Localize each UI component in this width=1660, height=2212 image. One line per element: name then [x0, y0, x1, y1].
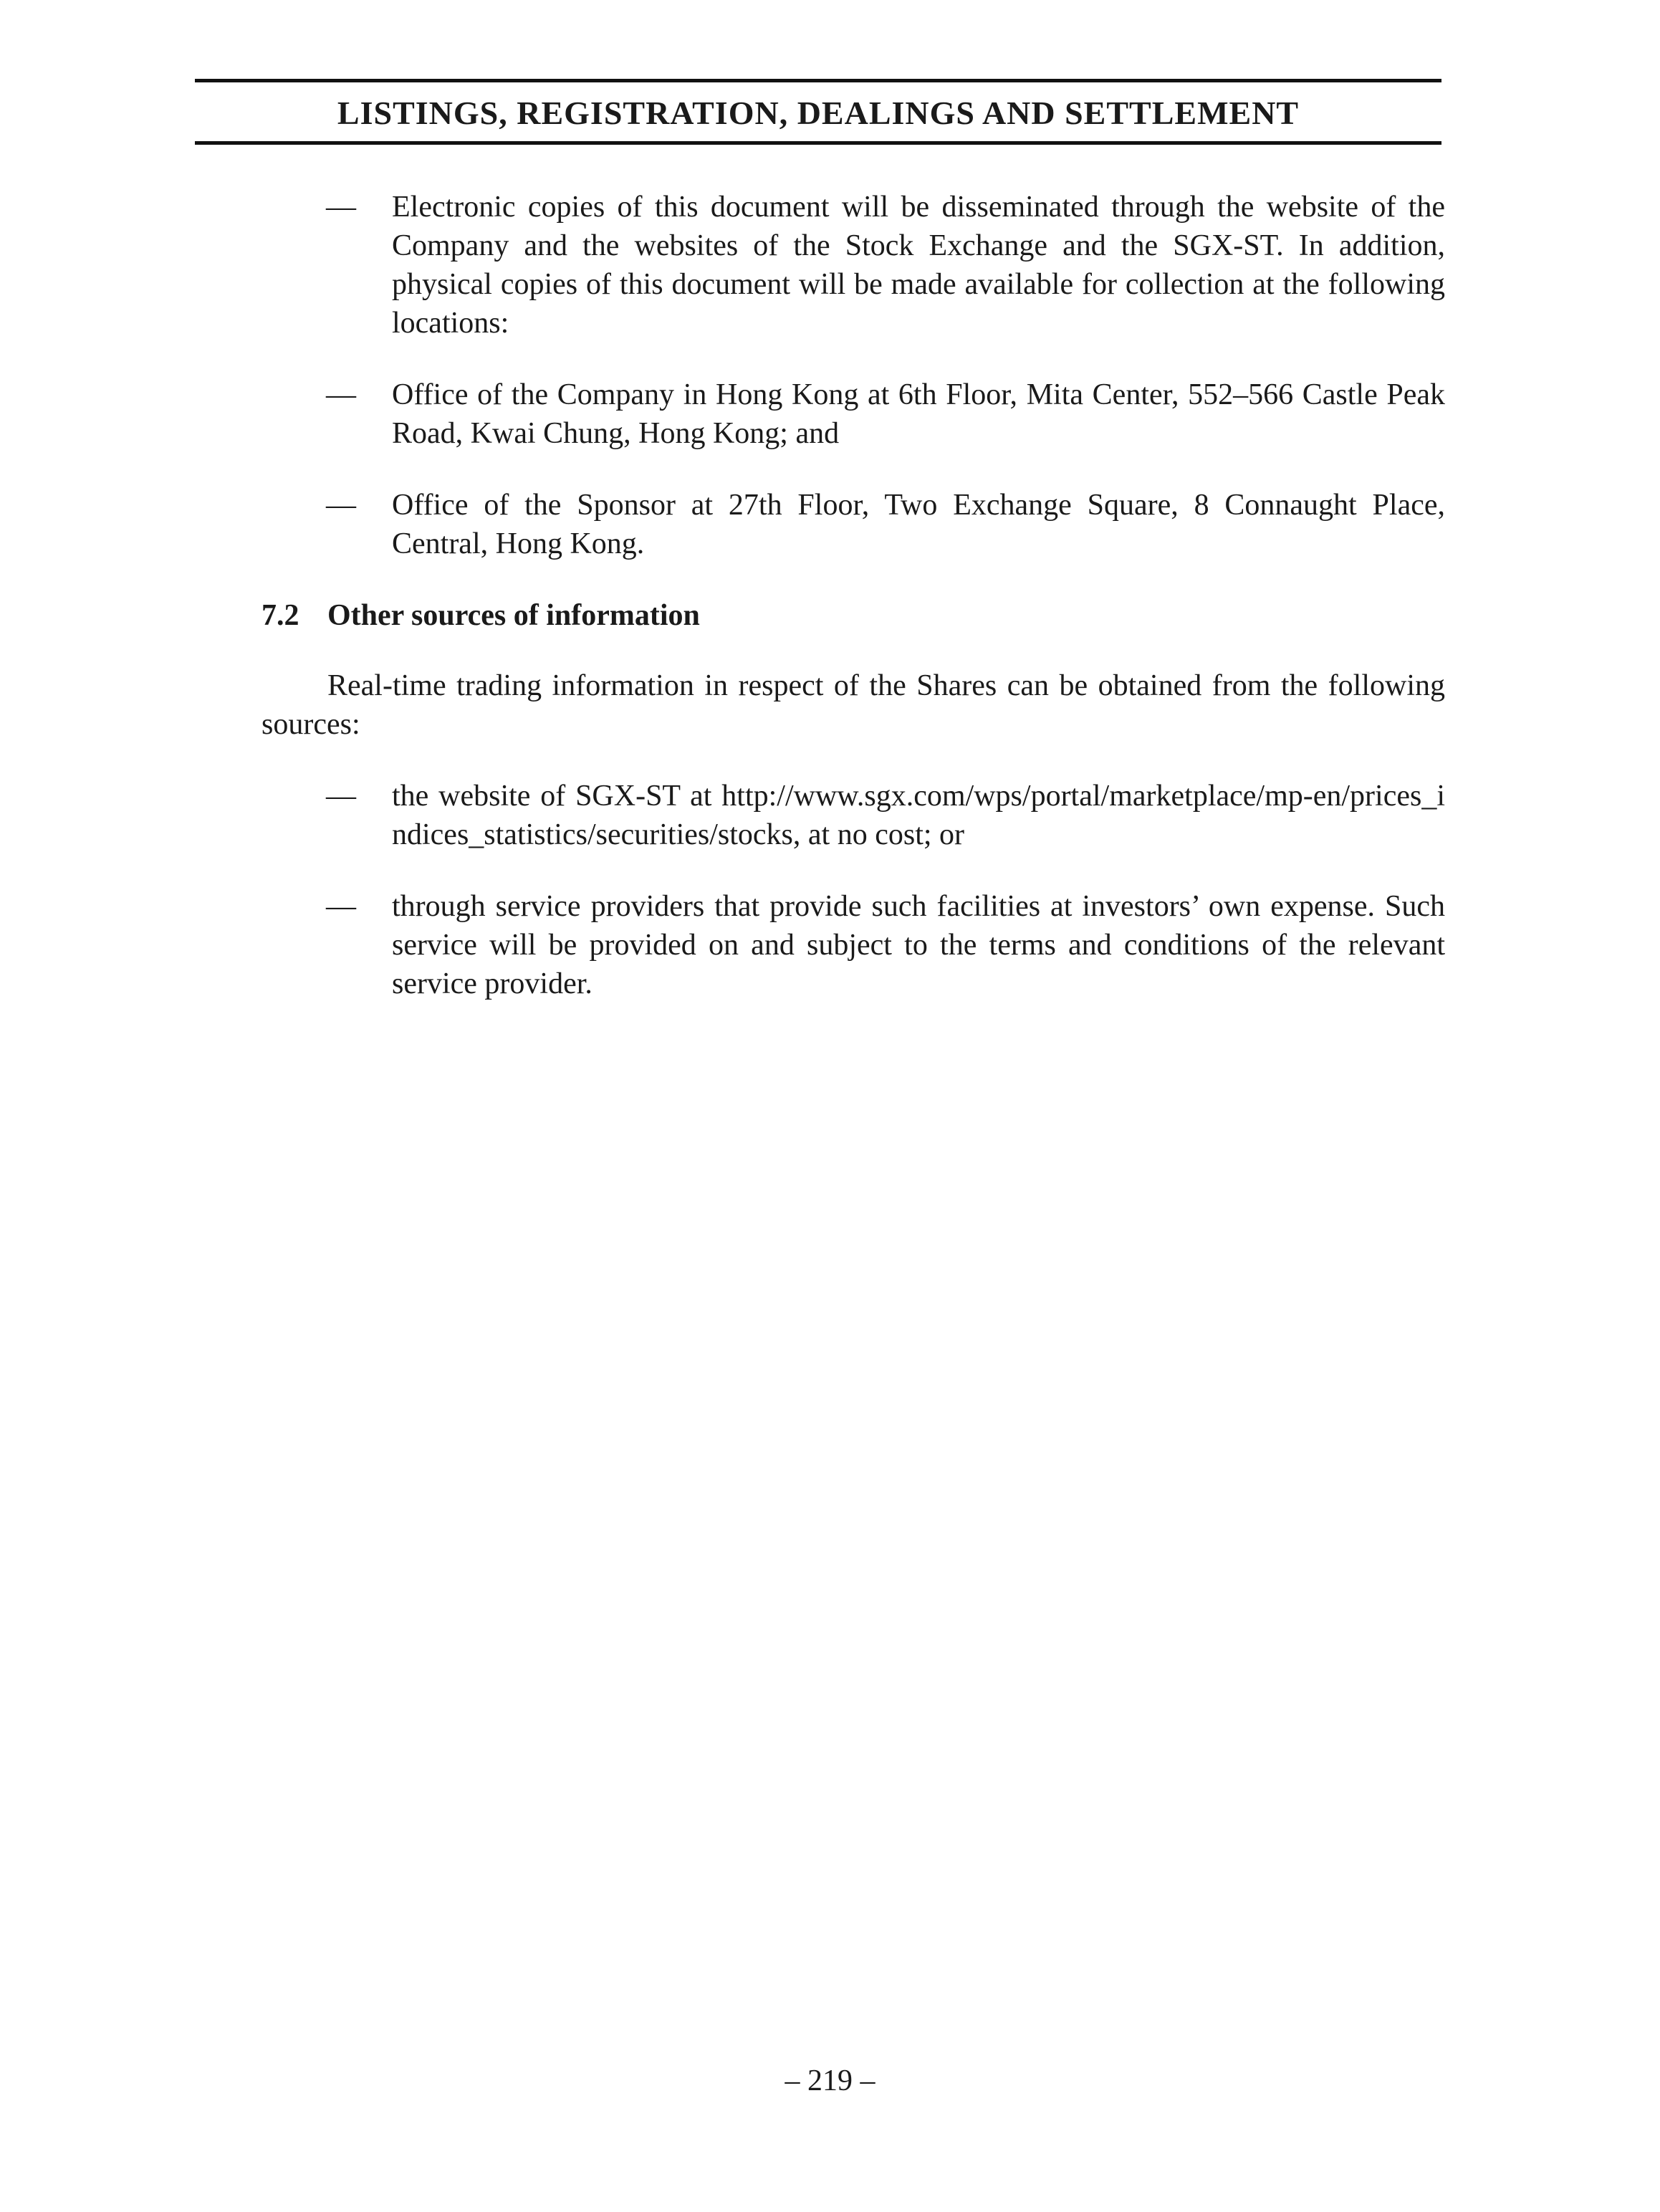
list-item: [326, 188, 1445, 343]
list-item: [326, 375, 1445, 453]
section-heading: [262, 596, 1445, 635]
header-bottom-rule: [195, 141, 1441, 145]
dash-bullet: —: [326, 890, 356, 923]
list-item: [326, 777, 1445, 854]
list-item-text: Office of the Company in Hong Kong at 6th Floor, Mita Center, 552–566 Castle Peak Road, Kwai Chung, Hong Kong; and: [392, 378, 1445, 450]
dash-bullet: —: [326, 378, 356, 411]
list-item-text: through service providers that provide such facilities at investors’ own expense. Such service will be provided on and subject to the terms and conditions of the relevant service provider.: [392, 890, 1445, 1000]
page-number: – 219 –: [785, 2064, 875, 2097]
page-header: [195, 79, 1441, 145]
body-paragraph: Real-time trading information in respect of the Shares can be obtained from the following sources:: [262, 669, 1445, 741]
dash-bullet: —: [326, 489, 356, 522]
section-title: Other sources of information: [327, 599, 700, 632]
section-number: 7.2: [262, 599, 299, 632]
list-item-text: Electronic copies of this document will be disseminated through the website of the Company and the websites of the Stock Exchange and the SGX-ST. In addition, physical copies of this document will be made available for collection at the following locations:: [392, 191, 1445, 340]
page-content: [262, 188, 1445, 1036]
dash-bullet: —: [326, 780, 356, 813]
list-item-text: the website of SGX-ST at http://www.sgx.com/wps/portal/marketplace/mp-en/prices_indices_statistics/securities/stocks, at no cost; or: [392, 780, 1445, 851]
list-item: [326, 887, 1445, 1003]
list-item-text: Office of the Sponsor at 27th Floor, Two Exchange Square, 8 Connaught Place, Central, Hong Kong.: [392, 489, 1445, 560]
dash-bullet: —: [326, 191, 356, 224]
list-item: [326, 486, 1445, 563]
header-title: LISTINGS, REGISTRATION, DEALINGS AND SETTLEMENT: [337, 95, 1300, 131]
